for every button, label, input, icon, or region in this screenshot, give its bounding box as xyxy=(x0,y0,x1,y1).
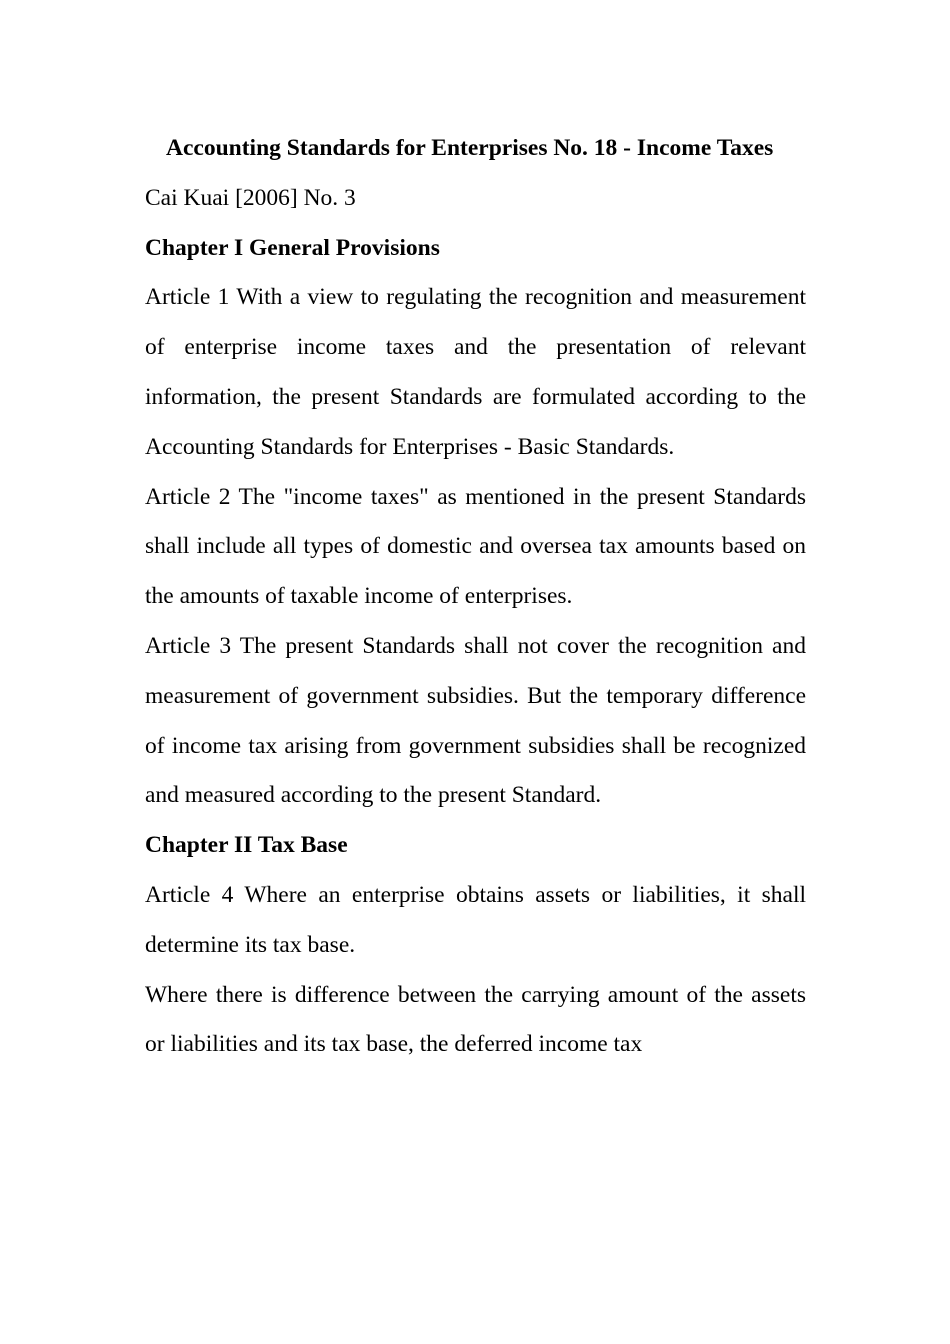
article-3: Article 3 The present Standards shall not cover the recognition and measurement of government subsidies. But the temporary difference of income tax arising from government subsidies shall be recognized and measured according to the present Standard. xyxy=(145,632,806,809)
document-page xyxy=(145,124,806,1070)
article-2: Article 2 The "income taxes" as mentioned in the present Standards shall include all types of domestic and oversea tax amounts based on the amounts of taxable income of enterprises. xyxy=(145,483,806,610)
article-4: Article 4 Where an enterprise obtains assets or liabilities, it shall determine its tax base. xyxy=(145,881,806,958)
chapter-2-heading: Chapter II Tax Base xyxy=(145,832,348,859)
article-1: Article 1 With a view to regulating the recognition and measurement of enterprise income taxes and the presentation of relevant information, the present Standards are formulated according to the Accounting Standards for Enterprises - Basic Standards. xyxy=(145,284,806,460)
chapter-1-heading: Chapter I General Provisions xyxy=(145,234,440,261)
article-4-paragraph-2: Where there is difference between the carrying amount of the assets or liabilities and its tax base, the deferred income tax xyxy=(145,981,806,1058)
document-reference: Cai Kuai [2006] No. 3 xyxy=(145,184,356,211)
document-title: Accounting Standards for Enterprises No. 18 - Income Taxes xyxy=(166,135,774,161)
